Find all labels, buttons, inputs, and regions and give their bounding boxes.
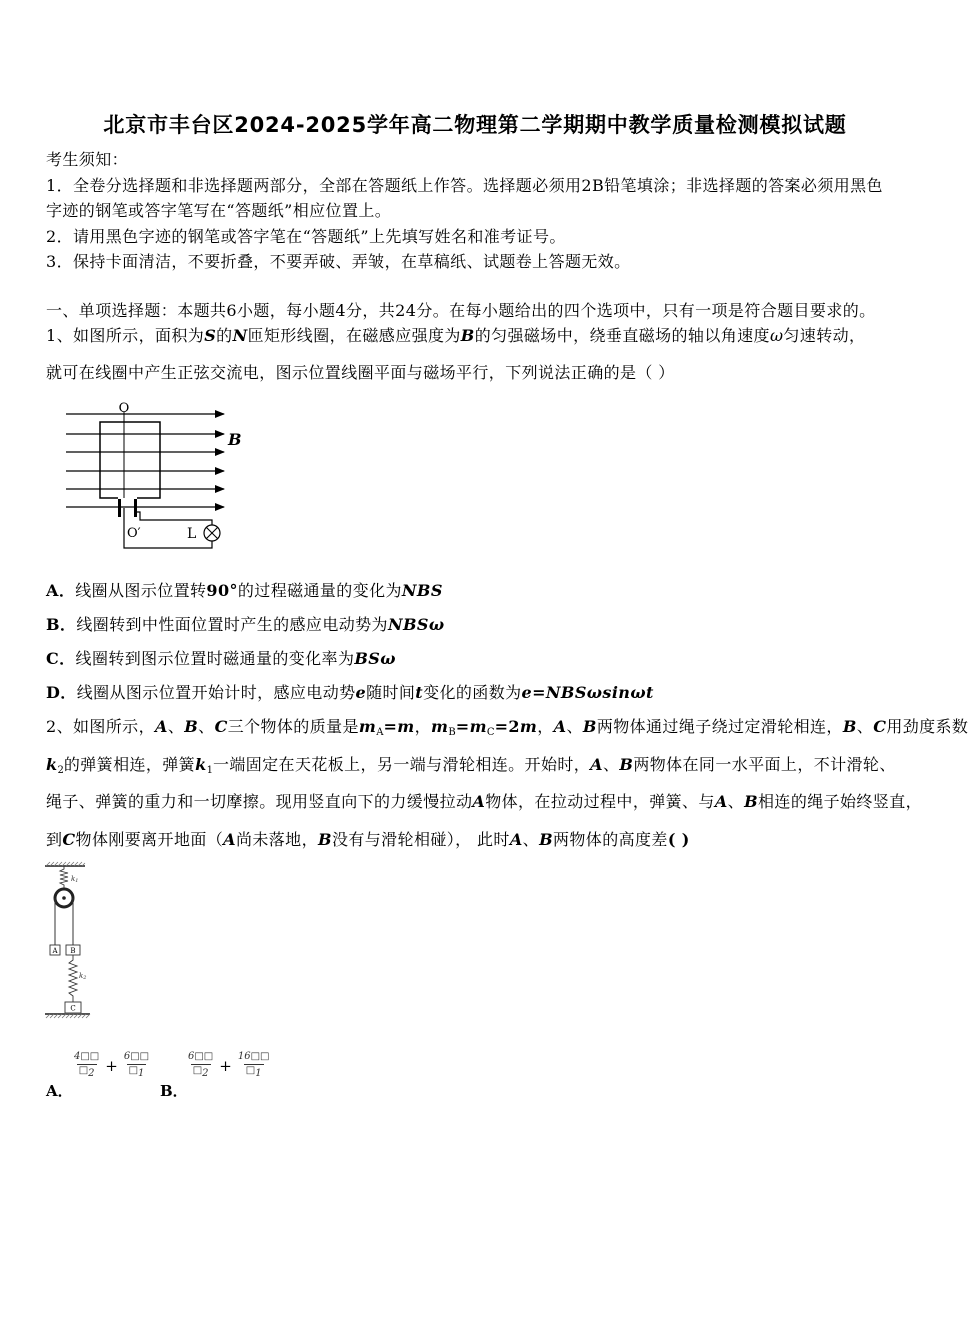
variable: B: [619, 755, 634, 774]
denominator-symbol: □: [128, 1065, 139, 1076]
numerator: 6□□: [188, 1051, 214, 1062]
variable: A: [714, 792, 728, 811]
fraction: [72, 1051, 101, 1080]
stem-text: 的弹簧相连，弹簧: [63, 755, 196, 774]
stem-text: 的: [216, 326, 233, 345]
variable: m: [431, 717, 449, 736]
stem-text: 、: [602, 755, 620, 774]
spring-k2-label: [79, 972, 86, 981]
stem-text: 物体，在拉动过程中，弹簧、与: [485, 792, 715, 811]
option-text: 的过程磁通量的变化为: [237, 581, 402, 600]
stem-text: 匀速转动，: [783, 326, 866, 345]
stem-text: 2、如图所示，: [46, 717, 155, 736]
option-text: 随时间: [366, 683, 416, 702]
coil-figure: [60, 398, 240, 558]
q2-stem-line: [46, 717, 968, 743]
variable: m: [358, 717, 377, 736]
subscript: C: [486, 727, 495, 738]
stem-text: 没有与滑轮相碰）， 此时: [331, 830, 510, 849]
denominator-symbol: □: [245, 1065, 256, 1076]
q2-option-a-formula[interactable]: [72, 1051, 151, 1080]
fraction: [186, 1051, 215, 1080]
stem-text: =: [455, 717, 470, 736]
stem-text: 两物体的高度差: [553, 830, 668, 849]
variable: B: [460, 326, 475, 345]
stem-text: 、: [856, 717, 874, 736]
variable: B: [184, 717, 199, 736]
variable: k: [195, 755, 207, 774]
denominator: [244, 1064, 264, 1080]
stem-text: 两物体在同一水平面上，不计滑轮、: [633, 755, 896, 774]
variable: B: [842, 717, 857, 736]
stem-text: 物体刚要离开地面（: [75, 830, 224, 849]
variable: B: [582, 717, 597, 736]
spring-k1-subscript: 1: [75, 878, 79, 884]
q2-option-a-label[interactable]: A．: [46, 1082, 73, 1100]
spring-k1-letter: k: [71, 875, 76, 883]
brush-left: [118, 499, 121, 517]
q1-option-a[interactable]: [46, 581, 443, 601]
stem-text: 相连的绳子始终竖直，: [758, 792, 923, 811]
variable: C: [62, 830, 76, 849]
block-b-label: B: [70, 947, 76, 955]
stem-text: 、: [198, 717, 215, 736]
spring-k1: [60, 866, 68, 889]
numerator: 16□□: [237, 1051, 270, 1062]
stem-text: 三个物体的质量是: [227, 717, 359, 736]
pulley-hub: [62, 896, 66, 900]
stem-text: 1、如图所示，面积为: [46, 326, 205, 345]
subscript: 2: [88, 1068, 95, 1079]
variable: A: [223, 830, 236, 849]
axis-top-label: O: [118, 401, 130, 416]
notice-line: 字迹的钢笔或答字笔写在“答题纸”相应位置上。: [46, 201, 392, 220]
numerator: 4□□: [74, 1051, 100, 1062]
variable: B: [539, 830, 553, 849]
stem-text: 、: [522, 830, 540, 849]
variable: A: [590, 755, 603, 774]
variable: m: [519, 717, 538, 736]
q2-option-b-label[interactable]: B．: [160, 1082, 188, 1100]
subscript: 1: [138, 1068, 145, 1079]
spring-k2-subscript: 2: [83, 975, 87, 981]
field-label: B: [228, 430, 242, 449]
variable: C: [214, 717, 228, 736]
q1-stem-line: [46, 326, 865, 346]
option-letter: D．: [46, 683, 77, 702]
option-letter: B．: [46, 615, 77, 634]
axis-bottom-label: O′: [127, 526, 141, 541]
stem-text: 绳子、弹簧的重力和一切摩擦。现用竖直向下的力缓慢拉动: [46, 792, 473, 811]
option-text: 线圈转到中性面位置时产生的感应电动势为: [76, 615, 388, 634]
variable: S: [204, 326, 217, 345]
fraction: [122, 1051, 151, 1080]
stem-text: ，: [414, 717, 432, 736]
option-formula: NBS: [401, 581, 443, 600]
numerator: 6□□: [123, 1051, 150, 1062]
variable: N: [232, 326, 248, 345]
fraction: [236, 1051, 272, 1080]
stem-text: 到: [46, 830, 63, 849]
denominator: [191, 1064, 211, 1080]
stem-text: 一端固定在天花板上，另一端与滑轮相连。开始时，: [212, 755, 591, 774]
variable: A: [509, 830, 523, 849]
variable: C: [873, 717, 887, 736]
denominator-symbol: □: [78, 1065, 89, 1076]
option-letter: A．: [46, 581, 76, 600]
block-c-label: C: [70, 1004, 76, 1013]
stem-text: 用劲度系数: [886, 717, 968, 736]
stem-text: 的匀强磁场中，绕垂直磁场的轴以角速度: [474, 326, 770, 345]
denominator: [127, 1064, 147, 1080]
stem-text: 两物体通过绳子绕过定滑轮相连，: [596, 717, 843, 736]
variable: B: [318, 830, 332, 849]
stem-text: 就可在线圈中产生正弦交流电，图示位置线圈平面与磁场平行，下列说法正确的是（ ）: [46, 363, 675, 382]
option-text: 线圈转到图示位置时磁通量的变化率为: [75, 649, 355, 668]
variable: B: [744, 792, 759, 811]
option-formula: e=NBSωsinωt: [521, 683, 654, 702]
spring-k2: [69, 955, 77, 1002]
spring-k1-label: [71, 875, 78, 884]
stem-text: =: [383, 717, 398, 736]
q1-option-c[interactable]: [46, 649, 396, 669]
notice-line: 1．全卷分选择题和非选择题两部分，全部在答题纸上作答。选择题必须用2B铅笔填涂；非选择题的答案必须用黑色: [46, 176, 883, 195]
answer-blank: ( ): [667, 830, 690, 849]
stem-text: 尚未落地，: [235, 830, 318, 849]
stem-text: 、: [167, 717, 185, 736]
variable: e: [355, 683, 367, 702]
section-heading: 一、单项选择题：本题共6小题，每小题4分，共24分。在每小题给出的四个选项中，只有一项是符合题目要求的。: [46, 301, 876, 320]
subscript: 1: [255, 1068, 262, 1079]
circuit-wire: [136, 512, 212, 525]
subscript: 1: [206, 765, 213, 776]
brush-right: [134, 499, 137, 517]
subscript: A: [376, 727, 384, 738]
pulley-figure: [40, 858, 95, 1020]
stem-text: ，: [537, 717, 554, 736]
q1-option-d[interactable]: [46, 683, 654, 703]
notice-line: 3．保持卡面清洁，不要折叠，不要弄破、弄皱，在草稿纸、试题卷上答题无效。: [46, 252, 631, 271]
notice-line: 2．请用黑色字迹的钢笔或答字笔在“答题纸”上先填写姓名和准考证号。: [46, 227, 566, 246]
option-letter: C．: [46, 649, 76, 668]
variable: t: [415, 683, 424, 702]
option-text: 线圈从图示位置开始计时，感应电动势: [76, 683, 356, 702]
option-text: 线圈从图示位置转: [75, 581, 207, 600]
variable: m: [397, 717, 415, 736]
variable: A: [553, 717, 567, 736]
q2-stem-line: [46, 755, 896, 781]
lamp-label: L: [187, 526, 197, 542]
option-text: 变化的函数为: [423, 683, 522, 702]
option-formula: NBSω: [387, 615, 445, 634]
stem-text: 、: [566, 717, 583, 736]
q1-option-b[interactable]: [46, 615, 444, 635]
subscript: B: [448, 727, 456, 738]
notice-heading: 考生须知：: [46, 150, 129, 169]
variable: m: [469, 717, 487, 736]
variable: ω: [769, 326, 784, 345]
variable: A: [154, 717, 168, 736]
q2-option-b-formula[interactable]: [186, 1051, 271, 1080]
option-formula: BSω: [354, 649, 396, 668]
block-a-label: A: [52, 947, 58, 955]
q2-stem-line: [46, 830, 690, 850]
variable: k: [46, 755, 58, 774]
stem-text: =2: [494, 717, 520, 736]
variable: A: [472, 792, 486, 811]
stem-text: 、: [727, 792, 745, 811]
option-value: 90°: [206, 581, 238, 600]
page-title: 北京市丰台区2024-2025学年高二物理第二学期期中教学质量检测模拟试题: [103, 113, 847, 137]
subscript: 2: [202, 1068, 209, 1079]
q2-stem-line: [46, 792, 922, 812]
plus-sign: +: [219, 1056, 232, 1075]
denominator: [77, 1064, 97, 1080]
stem-text: 匝矩形线圈，在磁感应强度为: [247, 326, 461, 345]
spring-k2-letter: k: [79, 972, 84, 980]
q1-stem-line: [46, 363, 675, 383]
plus-sign: +: [105, 1056, 118, 1075]
subscript: 2: [57, 765, 64, 776]
denominator-symbol: □: [192, 1065, 203, 1076]
